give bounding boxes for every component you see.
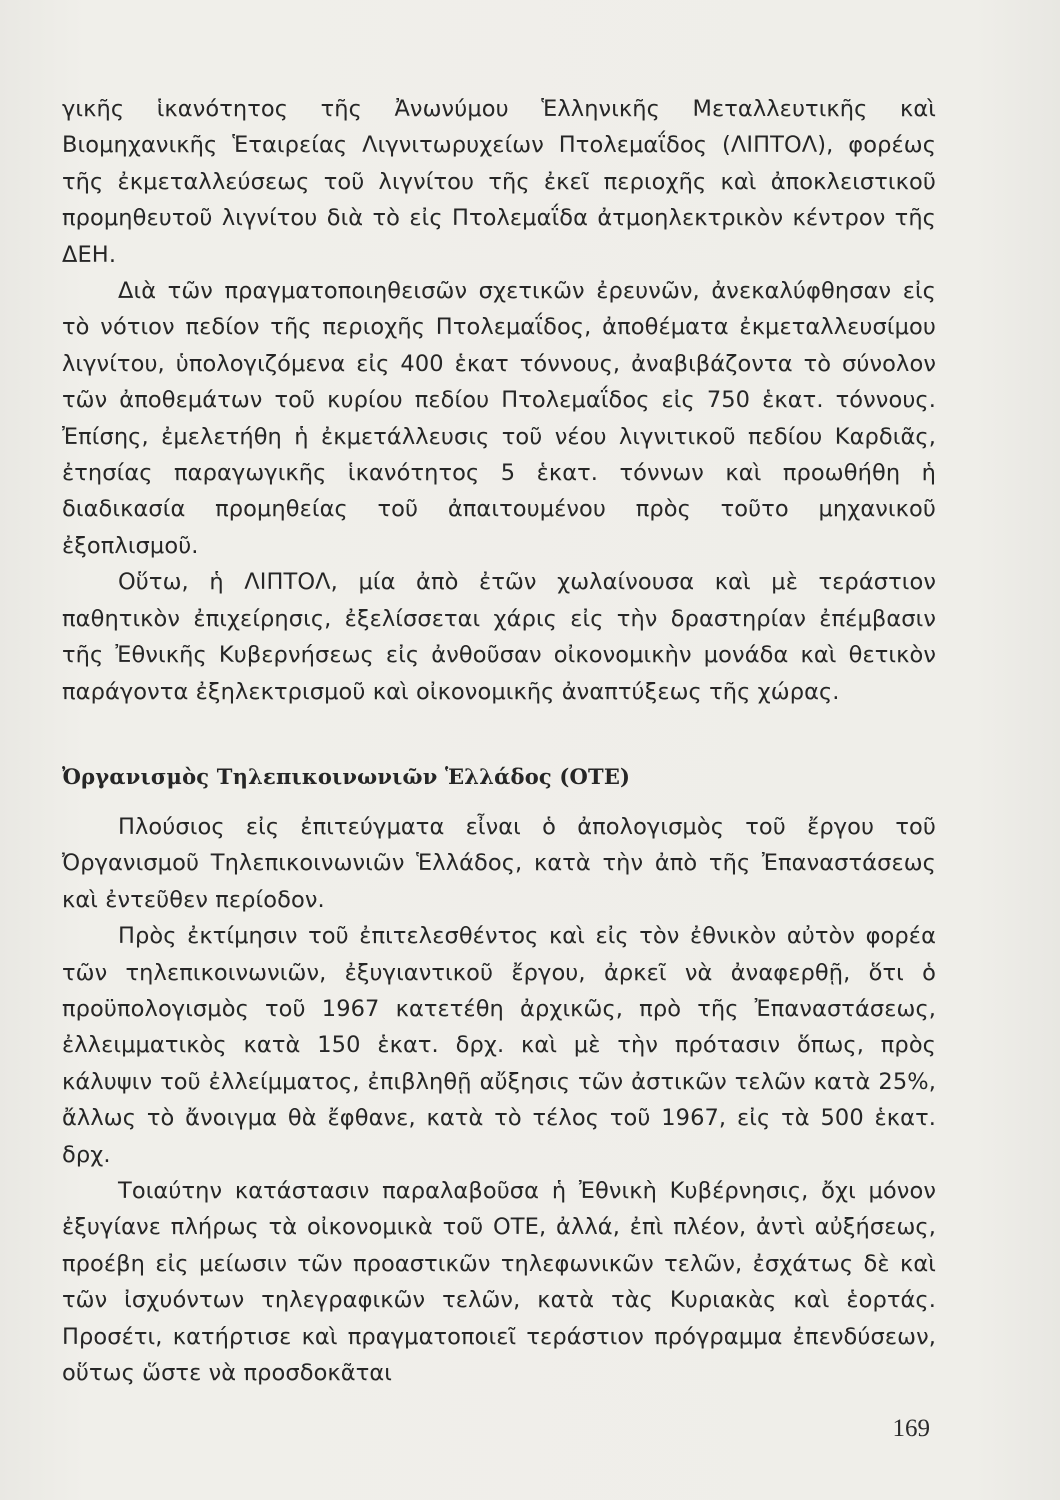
paragraph-ote-budget: Πρὸς ἐκτίμησιν τοῦ ἐπιτελεσθέντος καὶ εἰς τὸν ἐθνικὸν αὐτὸν φορέα τῶν τηλεπικοινωνιῶν, ἐξυγιαντικοῦ ἔργου, ἀρκεῖ νὰ ἀναφερθῇ, ὅτι ὁ προϋπολογισμὸς τοῦ 1967 κατετέθη ἀρχικῶς, πρὸ τῆς Ἐπαναστάσεως, ἐλλειμματικὸς κατὰ 150 ἑκατ. δρχ. καὶ μὲ τὴν πρότασιν ὅπως, πρὸς κάλυψιν τοῦ ἐλλείμματος, ἐπιβληθῇ αὔξησις τῶν ἀστικῶν τελῶν κατὰ 25%, ἄλλως τὸ ἄνοιγμα θὰ ἔφθανε, κατὰ τὸ τέλος τοῦ 1967, εἰς τὰ 500 ἑκατ. δρχ. — [62, 923, 936, 1168]
paragraph-lignite-reserves: Διὰ τῶν πραγματοποιηθεισῶν σχετικῶν ἐρευνῶν, ἀνεκαλύφθησαν εἰς τὸ νότιον πεδίον τῆς περιοχῆς Πτολεμαΐδος, ἀποθέματα ἐκμεταλλευσίμου λιγνίτου, ὑπολογιζόμενα εἰς 400 ἑκατ τόννους, ἀναβιβάζοντα τὸ σύνολον τῶν ἀποθεμάτων τοῦ κυρίου πεδίου Πτολεμαΐδος εἰς 750 ἑκατ. τόννους. Ἐπίσης, ἐμελετήθη ἡ ἐκμετάλλευσις τοῦ νέου λιγνιτικοῦ πεδίου Καρδιᾶς, ἐτησίας παραγωγικῆς ἱκανότητος 5 ἑκατ. τόννων καὶ προωθήθη ἡ διαδικασία προμηθείας τοῦ ἀπαιτουμένου πρὸς τοῦτο μηχανικοῦ ἐξοπλισμοῦ. — [62, 278, 936, 559]
paragraph-ote-intro: Πλούσιος εἰς ἐπιτεύγματα εἶναι ὁ ἀπολογισμὸς τοῦ ἔργου τοῦ Ὀργανισμοῦ Τηλεπικοινωνιῶν Ἑλλάδος, κατὰ τὴν ἀπὸ τῆς Ἐπαναστάσεως καὶ ἐντεῦθεν περίοδον. — [62, 814, 936, 913]
paragraph-continuation: γικῆς ἱκανότητος τῆς Ἀνωνύμου Ἑλληνικῆς Μεταλλευτικῆς καὶ Βιομηχανικῆς Ἑταιρείας Λιγνιτωρυχείων Πτολεμαΐδος (ΛΙΠΤΟΛ), φορέως τῆς ἐκμεταλλεύσεως τοῦ λιγνίτου τῆς ἐκεῖ περιοχῆς καὶ ἀποκλειστικοῦ προμηθευτοῦ λιγνίτου διὰ τὸ εἰς Πτολεμαΐδα ἀτμοηλεκτρικὸν κέντρον τῆς ΔΕΗ. — [62, 96, 936, 268]
paragraph-ote-government: Τοιαύτην κατάστασιν παραλαβοῦσα ἡ Ἐθνικὴ Κυβέρνησις, ὄχι μόνον ἐξυγίανε πλήρως τὰ οἰκονομικὰ τοῦ ΟΤΕ, ἀλλά, ἐπὶ πλέον, ἀντὶ αὐξήσεως, προέβη εἰς μείωσιν τῶν προαστικῶν τηλεφωνικῶν τελῶν, ἐσχάτως δὲ καὶ τῶν ἰσχυόντων τηλεγραφικῶν τελῶν, κατὰ τὰς Κυριακὰς καὶ ἑορτάς. Προσέτι, κατήρτισε καὶ πραγματοποιεῖ τεράστιον πρόγραμμα ἐπενδύσεων, οὕτως ὥστε νὰ προσδοκᾶται — [62, 1178, 936, 1387]
page-number: 169 — [892, 1415, 930, 1442]
section-heading-ote: Ὀργανισμὸς Τηλεπικοινωνιῶν Ἑλλάδος (ΟΤΕ) — [62, 764, 631, 789]
section-liptol — [62, 91, 936, 710]
paragraph-liptol-summary: Οὕτω, ἡ ΛΙΠΤΟΛ, μία ἀπὸ ἐτῶν χωλαίνουσα καὶ μὲ τεράστιον παθητικὸν ἐπιχείρησις, ἐξελίσσεται χάρις εἰς τὴν δραστηρίαν ἐπέμβασιν τῆς Ἐθνικῆς Κυβερνήσεως εἰς ἀνθοῦσαν οἰκονομικὴν μονάδα καὶ θετικὸν παράγοντα ἐξηλεκτρισμοῦ καὶ οἰκονομικῆς ἀναπτύξεως τῆς χώρας. — [62, 569, 936, 705]
section-ote — [62, 809, 936, 1392]
